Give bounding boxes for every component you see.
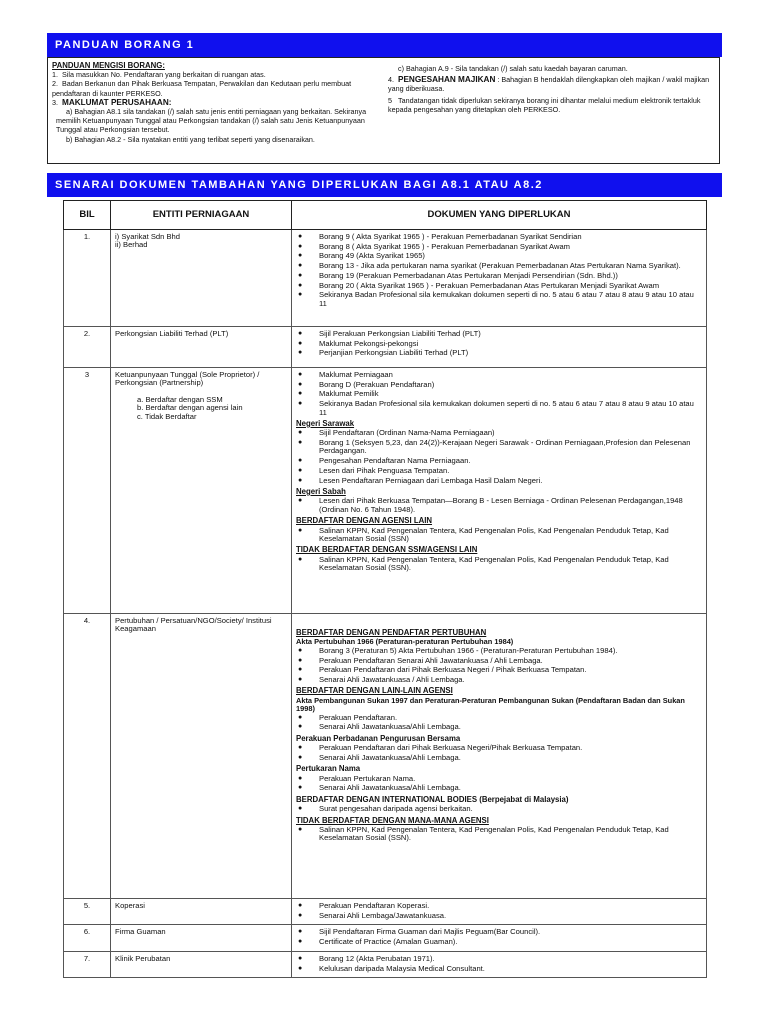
document-list <box>296 928 702 946</box>
document-item: ● Certificate of Practice (Amalan Guaman). <box>296 938 702 946</box>
guide-item <box>52 135 382 144</box>
col-header-documents: DOKUMEN YANG DIPERLUKAN <box>292 201 707 230</box>
guide-item-text: Badan Berkanun dan Pihak Berkuasa Tempatan, Perwakilan dan Kedutaan perlu membuat pendaftaran di kaunter PERKESO. <box>52 79 352 98</box>
documents-cell <box>292 368 707 614</box>
document-group-heading: Negeri Sarawak <box>296 418 355 428</box>
guide-item <box>388 64 716 73</box>
document-item: ● Maklumat Pekongsi-pekongsi <box>296 340 702 348</box>
document-item: ● Perakuan Pendaftaran dari Pihak Berkuasa Negeri/Pihak Berkuasa Tempatan. <box>296 744 702 752</box>
document-group-subheading: Akta Pembangunan Sukan 1997 dan Peraturan-Peraturan Pembangunan Sukan (Pendaftaran Badan dan Sukan 1998) <box>296 695 685 714</box>
document-list <box>296 647 702 685</box>
table-row <box>64 899 707 925</box>
guide-item <box>52 98 382 107</box>
document-list <box>296 826 702 843</box>
document-item: ● Senarai Ahli Lembaga/Jawatankuasa. <box>296 912 702 920</box>
guide-item-number: 3. <box>52 97 58 107</box>
entity-line: a. Berdaftar dengan SSM <box>137 394 223 404</box>
document-item: ● Senarai Ahli Jawatankuasa / Ahli Lembaga. <box>296 676 702 684</box>
guide-item-text: MAKLUMAT PERUSAHAAN: <box>62 97 172 107</box>
guide-item-number: 5 <box>388 95 392 105</box>
document-item: ● Sekiranya Badan Profesional sila kemukakan dokumen seperti di no. 5 atau 6 atau 7 atau 8 atau 9 atau 10 atau 11 <box>296 291 702 308</box>
table-row <box>64 368 707 614</box>
col-header-bil: BIL <box>64 201 111 230</box>
entity-line: c. Tidak Berdaftar <box>137 411 197 421</box>
guide-item-text: : Bahagian B hendaklah dilengkapkan oleh majikan / wakil majikan yang diberikuasa. <box>388 75 710 94</box>
guide-item-text: a) Bahagian A8.1 sila tandakan (/) salah satu jenis entiti perniagaan yang berkaitan. Sekiranya memilih Ketuanpunyaan Tunggal atau Perkongsian tandakan (/) salah satu Jenis Ketuanpunyaan Tunggal atau Perkongsian tersebut. <box>56 107 367 135</box>
document-item: ● Sijil Pendaftaran (Ordinan Nama-Nama Perniagaan) <box>296 429 702 437</box>
entity-line: i) Syarikat Sdn Bhd <box>115 232 180 241</box>
document-item: ● Salinan KPPN, Kad Pengenalan Tentera, Kad Pengenalan Polis, Kad Pengenalan Penduduk Tetap, Kad Keselamatan Sosial (SSN) <box>296 527 702 544</box>
section-header-panduan: PANDUAN BORANG 1 <box>47 33 722 57</box>
guide-item <box>52 107 382 135</box>
document-group-subheading: Akta Pertubuhan 1966 (Peraturan-peraturan Pertubuhan 1984) <box>296 637 514 647</box>
entity-cell <box>111 230 292 327</box>
document-item: ● Lesen dari Pihak Penguasa Tempatan. <box>296 467 702 475</box>
table-header-row <box>64 201 707 230</box>
guide-item-text: b) Bahagian A8.2 - Sila nyatakan entiti yang terlibat seperti yang disenaraikan. <box>66 134 315 144</box>
entity-cell <box>111 368 292 614</box>
documents-table <box>63 200 707 978</box>
document-list <box>296 775 702 793</box>
entity-cell <box>111 327 292 368</box>
document-group-heading: Perakuan Perbadanan Pengurusan Bersama <box>296 733 461 743</box>
guide-box <box>47 57 720 164</box>
table-row <box>64 327 707 368</box>
document-list <box>296 955 702 973</box>
document-list <box>296 744 702 762</box>
row-number: 3 <box>64 368 111 614</box>
document-group-heading: BERDAFTAR DENGAN AGENSI LAIN <box>296 516 433 526</box>
document-item: ● Senarai Ahli Jawatankuasa/Ahli Lembaga. <box>296 754 702 762</box>
guide-item-heading: PENGESAHAN MAJIKAN <box>398 75 496 85</box>
guide-item-number: 2. <box>52 79 58 89</box>
entity-line: Perkongsian Liabiliti Terhad (PLT) <box>115 329 229 338</box>
documents-cell <box>292 614 707 899</box>
guide-item-number: 4. <box>388 75 394 85</box>
document-list <box>296 902 702 920</box>
document-item: ● Borang 20 ( Akta Syarikat 1965 ) - Perakuan Pemerbadanan Atas Pertukaran Menjadi Syarikat Awam <box>296 282 702 290</box>
document-item: ● Sijil Perakuan Perkongsian Liabiliti Terhad (PLT) <box>296 330 702 338</box>
documents-cell <box>292 951 707 977</box>
documents-cell <box>292 925 707 951</box>
entity-line: b. Berdaftar dengan agensi lain <box>137 403 243 413</box>
document-list <box>296 714 702 732</box>
document-item: ● Borang 13 - Jika ada pertukaran nama syarikat (Perakuan Pemerbadanan Atas Pertukaran Nama Syarikat). <box>296 262 702 270</box>
document-group-heading: BERDAFTAR DENGAN PENDAFTAR PERTUBUHAN <box>296 628 487 637</box>
document-group-heading: BERDAFTAR DENGAN INTERNATIONAL BODIES (Berpejabat di Malaysia) <box>296 794 569 804</box>
document-item: ● Maklumat Perniagaan <box>296 371 702 379</box>
entity-cell <box>111 899 292 925</box>
document-item: ● Salinan KPPN, Kad Pengenalan Tentera, Kad Pengenalan Polis, Kad Pengenalan Penduduk Tetap, Kad Keselamatan Sosial (SSN). <box>296 556 702 573</box>
document-item: ● Borang 19 (Perakuan Pemerbadanan Atas Pertukaran Menjadi Persendirian (Sdn. Bhd.)) <box>296 272 702 280</box>
entity-cell <box>111 951 292 977</box>
table-row <box>64 925 707 951</box>
document-item: ● Borang 1 (Seksyen 5,23, dan 24(2))-Kerajaan Negeri Sarawak - Ordinan Perniagaan,Profesion dan Pelesenan Perdagangan. <box>296 439 702 456</box>
entity-cell <box>111 925 292 951</box>
guide-item-text: Sila masukkan No. Pendaftaran yang berkaitan di ruangan atas. <box>62 70 266 80</box>
entity-line: Firma Guaman <box>115 927 166 937</box>
guide-right-column <box>388 64 716 116</box>
document-list <box>296 497 702 514</box>
document-item: ● Sijil Pendaftaran Firma Guaman dari Majlis Peguam(Bar Council). <box>296 928 702 936</box>
entity-line: Klinik Perubatan <box>115 953 171 963</box>
entity-line: Koperasi <box>115 901 145 910</box>
document-item: ● Lesen dari Pihak Berkuasa Tempatan—Borang B - Lesen Berniaga - Ordinan Pelesenan Perdagangan,1948 (Ordinan No. 6 Tahun 1948). <box>296 497 702 514</box>
document-list <box>296 805 702 813</box>
table-row <box>64 230 707 327</box>
document-item: ● Borang 8 ( Akta Syarikat 1965 ) - Perakuan Pemerbadanan Syarikat Awam <box>296 243 702 251</box>
entity-cell <box>111 614 292 899</box>
document-item: ● Sekiranya Badan Profesional sila kemukakan dokumen seperti di no. 5 atau 6 atau 7 atau 8 atau 9 atau 10 atau 11 <box>296 400 702 417</box>
row-number: 5. <box>64 899 111 925</box>
col-header-entity: ENTITI PERNIAGAAN <box>111 201 292 230</box>
row-number: 4. <box>64 614 111 899</box>
document-item: ● Surat pengesahan daripada agensi berkaitan. <box>296 805 702 813</box>
guide-item-text: Tandatangan tidak diperlukan sekiranya borang ini dihantar melalui medium elektronik tertakluk kepada pengesahan yang ditetapkan oleh PERKESO. <box>388 95 701 114</box>
document-list <box>296 556 702 573</box>
document-item: ● Salinan KPPN, Kad Pengenalan Tentera, Kad Pengenalan Polis, Kad Pengenalan Penduduk Tetap, Kad Keselamatan Sosial (SSN). <box>296 826 702 843</box>
document-group-heading: BERDAFTAR DENGAN LAIN-LAIN AGENSI <box>296 686 453 696</box>
documents-cell <box>292 230 707 327</box>
document-item: ● Senarai Ahli Jawatankuasa/Ahli Lembaga. <box>296 784 702 792</box>
document-item: ● Borang 3 (Peraturan 5) Akta Pertubuhan 1966 - (Peraturan-Peraturan Pertubuhan 1984). <box>296 647 702 655</box>
document-item: ● Lesen Pendaftaran Perniagaan dari Lembaga Hasil Dalam Negeri. <box>296 477 702 485</box>
document-list <box>296 233 702 308</box>
guide-title: PANDUAN MENGISI BORANG: <box>52 61 165 70</box>
document-group-heading: Negeri Sabah <box>296 486 346 496</box>
document-item: ● Borang 49 (Akta Syarikat 1965) <box>296 252 702 260</box>
document-item: ● Borang D (Perakuan Pendaftaran) <box>296 381 702 389</box>
document-group-heading: TIDAK BERDAFTAR DENGAN MANA-MANA AGENSI <box>296 815 489 825</box>
document-item: ● Maklumat Pemilik <box>296 390 702 398</box>
document-item: ● Perjanjian Perkongsian Liabiliti Terhad (PLT) <box>296 349 702 357</box>
documents-cell <box>292 899 707 925</box>
row-number: 1. <box>64 230 111 327</box>
document-list <box>296 371 702 417</box>
document-item: ● Kelulusan daripada Malaysia Medical Consultant. <box>296 965 702 973</box>
document-item: ● Borang 9 ( Akta Syarikat 1965 ) - Perakuan Pemerbadanan Syarikat Sendirian <box>296 233 702 241</box>
document-item: ● Perakuan Pendaftaran. <box>296 714 702 722</box>
guide-item-text: c) Bahagian A.9 - Sila tandakan (/) salah satu kaedah bayaran caruman. <box>398 64 628 73</box>
document-item: ● Pengesahan Pendaftaran Nama Perniagaan. <box>296 457 702 465</box>
section-header-senarai: SENARAI DOKUMEN TAMBAHAN YANG DIPERLUKAN BAGI A8.1 ATAU A8.2 <box>47 173 722 197</box>
guide-item-number: 1. <box>52 70 58 80</box>
document-group-heading: TIDAK BERDAFTAR DENGAN SSM/AGENSI LAIN <box>296 545 478 555</box>
guide-left-column <box>52 61 382 144</box>
document-item: ● Senarai Ahli Jawatankuasa/Ahli Lembaga. <box>296 723 702 731</box>
entity-line: ii) Berhad <box>115 240 148 250</box>
guide-item <box>52 79 382 97</box>
row-number: 6. <box>64 925 111 951</box>
guide-item <box>388 96 716 114</box>
document-item: ● Perakuan Pertukaran Nama. <box>296 775 702 783</box>
document-item: ● Perakuan Pendaftaran Koperasi. <box>296 902 702 910</box>
document-item: ● Perakuan Pendaftaran Senarai Ahli Jawatankuasa / Ahli Lembaga. <box>296 657 702 665</box>
documents-cell <box>292 327 707 368</box>
document-item: ● Borang 12 (Akta Perubatan 1971). <box>296 955 702 963</box>
guide-item <box>52 70 382 79</box>
entity-line: Ketuanpunyaan Tunggal (Sole Proprietor) / Perkongsian (Partnership) <box>115 370 260 388</box>
document-list <box>296 330 702 358</box>
guide-item <box>388 75 716 93</box>
table-row <box>64 614 707 899</box>
document-list <box>296 429 702 485</box>
table-row <box>64 951 707 977</box>
row-number: 2. <box>64 327 111 368</box>
document-item: ● Perakuan Pendaftaran dari Pihak Berkuasa Negeri / Pihak Berkuasa Tempatan. <box>296 666 702 674</box>
document-list <box>296 527 702 544</box>
row-number: 7. <box>64 951 111 977</box>
entity-line: Pertubuhan / Persatuan/NGO/Society/ Institusi Keagamaan <box>115 616 272 634</box>
document-group-heading: Pertukaran Nama <box>296 764 361 774</box>
